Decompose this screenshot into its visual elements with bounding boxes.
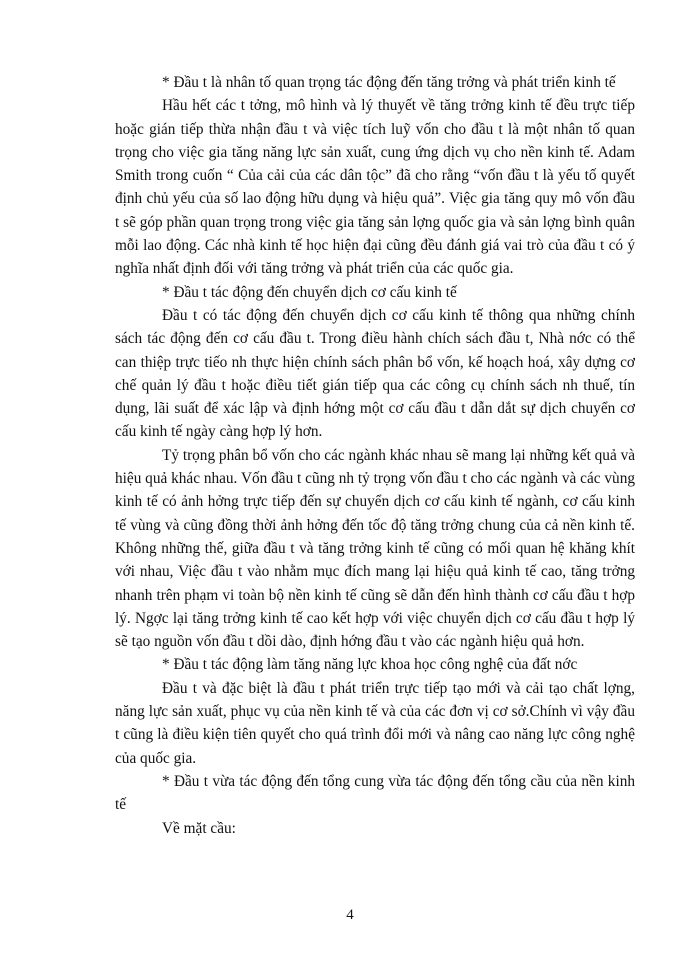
page-number: 4	[346, 907, 354, 923]
heading-technology: * Đầu t tác động làm tăng năng lực khoa học công nghệ của đất nớc	[162, 656, 578, 674]
paragraph-structure-allocation: Tỷ trọng phân bổ vốn cho các ngành khác nhau sẽ mang lại những kết quả và hiệu quả khác nhau. Vốn đầu t cũng nh tỷ trọng vốn đầu t cho các ngành và các vùng kinh tế có ảnh hởng trực tiếp đến sự chuyển dịch cơ cấu kinh tế ngành, cơ cấu kinh tế vùng và cũng đồng thời ảnh hởng đến tốc độ tăng trởng chung của cả nền kinh tế. Không những thế, giữa đầu t và tăng trởng kinh tế cũng có mối quan hệ khăng khít với nhau, Việc đầu t vào nhằm mục đích mang lại hiệu quả kinh tế cao, tăng trởng nhanh trên phạm vi toàn bộ nền kinh tế cũng sẽ dẫn đến hình thành cơ cấu đầu t hợp lý. Ngợc lại tăng trởng kinh tế cao kết hợp với việc chuyển dịch cơ cấu đầu t hợp lý sẽ tạo nguồn vốn đầu t dồi dào, định hớng đầu t vào các ngành hiệu quả hơn.	[115, 446, 636, 651]
subheading-demand: Về mặt cầu:	[162, 819, 236, 837]
paragraph-structure-policy: Đầu t có tác động đến chuyển dịch cơ cấu kinh tế thông qua những chính sách tác động đến cơ cấu đầu t. Trong điều hành chích sách đầu t, Nhà nớc có thể can thiệp trực tiếo nh thực hiện chính sách phân bổ vốn, kế hoạch hoá, xây dựng cơ chế quản lý đầu t hoặc điều tiết gián tiếp qua các công cụ chính sách nh thuế, tín dụng, lãi suất để xác lập và định hớng một cơ cấu đầu t dẫn dắt sự dịch chuyển cơ cấu kinh tế ngày càng hợp lý hơn.	[115, 306, 635, 441]
paragraph-technology: Đầu t và đặc biệt là đầu t phát triển trực tiếp tạo mới và cải tạo chất lợng, năng lực sản xuất, phục vụ của nền kinh tế và của các đơn vị cơ sở.Chính vì vậy đầu t cũng là điều kiện tiên quyết cho quá trình đổi mới và nâng cao năng lực công nghệ của quốc gia.	[115, 679, 635, 767]
heading-growth: * Đầu t là nhân tố quan trọng tác động đến tăng trởng và phát triển kinh tế	[162, 74, 616, 91]
heading-structure: * Đầu t tác động đến chuyển dịch cơ cấu kinh tế	[162, 283, 457, 301]
body-text	[115, 71, 635, 840]
paragraph-growth: Hầu hết các t tởng, mô hình và lý thuyết về tăng trởng kinh tế đều trực tiếp hoặc gián tiếp thừa nhận đầu t và việc tích luỹ vốn cho đầu t là một nhân tố quan trọng cho việc gia tăng năng lực sản xuất, cung ứng dịch vụ cho nền kinh tế. Adam Smith trong cuốn “ Của cải của các dân tộc” đã cho rằng “vốn đầu t là yếu tố quyết định chủ yếu của số lao động hữu dụng và hiệu quả”. Việc gia tăng quy mô vốn đầu t sẽ góp phần quan trọng trong việc gia tăng sản lợng quốc gia và sản lợng bình quân mỗi lao động. Các nhà kinh tế học hiện đại cũng đều đánh giá vai trò của đầu t có ý nghĩa nhất định đối với tăng trởng và phát triển của các quốc gia.	[115, 97, 635, 278]
heading-supply-demand: * Đầu t vừa tác động đến tổng cung vừa tác động đến tổng cầu của nền kinh tế	[115, 772, 635, 814]
